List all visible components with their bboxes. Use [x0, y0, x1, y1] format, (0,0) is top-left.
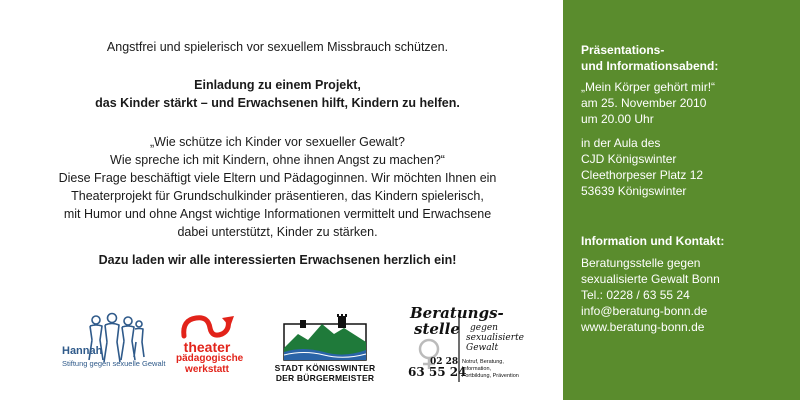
- theater-line3: werkstatt: [185, 364, 229, 375]
- beratung-title2: stelle: [414, 320, 460, 338]
- contact-line: sexualisierte Gewalt Bonn: [581, 272, 720, 286]
- contact-line: Beratungsstelle gegen: [581, 256, 701, 270]
- body-line: „Wie schütze ich Kinder vor sexueller Gewalt?: [150, 135, 405, 149]
- invitation-title-line1: Einladung zu einem Projekt,: [194, 78, 361, 92]
- theater-line2: pädagogische: [176, 353, 244, 364]
- invitation-title-line2: das Kinder stärkt – und Erwachsenen hilft, Kindern zu helfen.: [95, 96, 460, 110]
- closing-invitation: Dazu laden wir alle interessierten Erwachsenen herzlich ein!: [98, 253, 457, 267]
- body-line: Diese Frage beschäftigt viele Eltern und Pädagoginnen. Wir möchten Ihnen ein: [58, 171, 497, 185]
- body-line: Wie spreche ich mit Kindern, ohne ihnen Angst zu machen?“: [110, 153, 445, 167]
- hannah-logo: [62, 312, 166, 376]
- stadt-line1: STADT KÖNIGSWINTER: [274, 363, 376, 373]
- red-arrow-icon: [178, 312, 238, 342]
- beratung-small2: sexualisierte: [466, 333, 525, 343]
- venue-line: CJD Königswinter: [581, 152, 677, 166]
- venue-line: Cleethorpeser Platz 12: [581, 168, 704, 182]
- stadt-wordmark: [274, 364, 376, 383]
- headline: Angstfrei und spielerisch vor sexuellem Missbrauch schützen.: [106, 40, 449, 54]
- beratung-title1: Beratungs-: [410, 304, 504, 322]
- beratung-small1: gegen: [470, 323, 498, 333]
- venue-line: 53639 Königswinter: [581, 184, 687, 198]
- stadt-koenigswinter-logo: [274, 312, 376, 383]
- event-date: am 25. November 2010: [581, 96, 707, 110]
- hannah-name: Hannah: [62, 345, 103, 357]
- body-line: Theaterprojekt für Grundschulkinder präsentieren, das Kindern spielerisch,: [71, 189, 484, 203]
- stadt-line2: DER BÜRGERMEISTER: [275, 372, 375, 383]
- town-coat-of-arms-icon: [282, 312, 368, 362]
- body-line: dabei unterstützt, Kinder zu stärken.: [177, 225, 378, 239]
- hannah-subtitle: Stiftung gegen sexuelle Gewalt: [62, 359, 166, 368]
- event-heading-line2: und Informationsabend:: [581, 59, 719, 73]
- beratung-tiny2: Information,: [462, 366, 492, 372]
- contact-heading: Information und Kontakt:: [581, 234, 725, 248]
- theater-wordmark: [176, 339, 244, 375]
- venue-line: in der Aula des: [581, 136, 661, 150]
- beratung-num1: 02 28: [430, 357, 459, 367]
- theater-logo: [176, 312, 244, 376]
- beratung-tiny1: Notruf, Beratung,: [462, 359, 504, 365]
- theater-line1: theater: [183, 339, 231, 355]
- contact-website[interactable]: www.beratung-bonn.de: [581, 320, 705, 334]
- beratung-tiny3: Fortbildung, Prävention: [462, 373, 519, 379]
- beratungsstelle-logo: [408, 304, 532, 384]
- contact-phone: Tel.: 0228 / 63 55 24: [581, 288, 690, 302]
- beratung-num2: 63 55 24: [408, 365, 467, 379]
- event-heading-line1: Präsentations-: [581, 43, 665, 57]
- contact-email[interactable]: info@beratung-bonn.de: [581, 304, 708, 318]
- event-info-sidebar: [563, 0, 800, 400]
- body-line: mit Humor und ohne Angst wichtige Informationen vermittelt und Erwachsene: [63, 207, 492, 221]
- event-time: um 20.00 Uhr: [581, 112, 654, 126]
- beratung-small3: Gewalt: [466, 343, 499, 353]
- event-title: „Mein Körper gehört mir!“: [581, 80, 716, 94]
